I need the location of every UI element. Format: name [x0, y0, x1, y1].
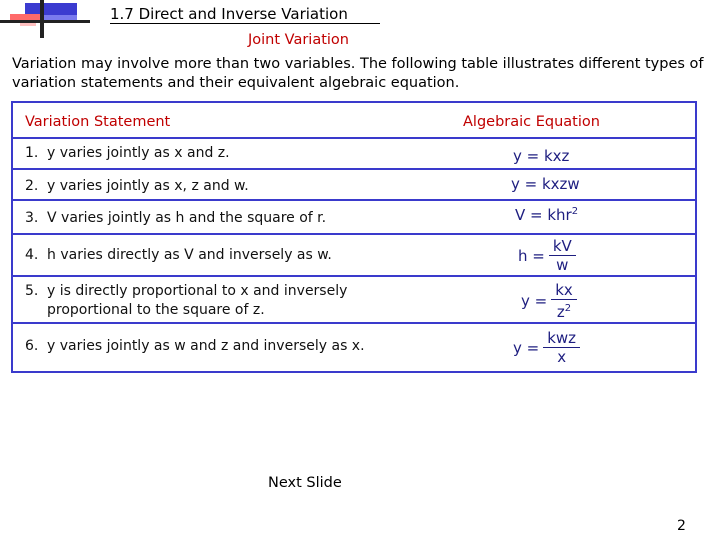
row-statement: y varies jointly as x, z and w. [47, 178, 249, 194]
row-equation: V = khr$^2$ [515, 206, 579, 224]
row-statement: y varies jointly as w and z and inversely as x. [47, 338, 365, 354]
header-algebraic-equation: Algebraic Equation [463, 114, 600, 130]
row-number: 2. [25, 178, 39, 194]
next-slide-link[interactable]: Next Slide [268, 475, 342, 491]
row-statement: h varies directly as V and inversely as w. [47, 247, 332, 263]
row-equation: y = kxz [513, 147, 570, 165]
row-number: 6. [25, 338, 39, 354]
row-number: 4. [25, 247, 39, 263]
intro-paragraph: Variation may involve more than two variables. The following table illustrates different types of variation statements and their equivalent algebraic equation. [12, 56, 704, 91]
row-statement: y is directly proportional to x and inversely [47, 283, 348, 299]
table-row [13, 170, 695, 201]
slide-logo-icon [0, 0, 110, 40]
row-statement-continued: proportional to the square of z. [47, 302, 265, 318]
page-number: 2 [677, 518, 686, 534]
table-row [13, 235, 695, 277]
table-row [13, 139, 695, 170]
row-statement: y varies jointly as x and z. [47, 145, 230, 161]
row-equation: y = $\frac{\text{kwz}}{x}$ [513, 329, 580, 366]
row-statement: V varies jointly as h and the square of r. [47, 210, 327, 226]
table-row [13, 277, 695, 324]
row-equation: y = $\frac{kx}{z^2}$ [521, 281, 577, 321]
table-row [13, 201, 695, 235]
table-header-row [13, 103, 695, 139]
table-row [13, 324, 695, 371]
variation-table [11, 101, 697, 373]
header-variation-statement: Variation Statement [25, 114, 171, 130]
row-equation: y = kxzw [511, 175, 580, 193]
row-equation: h = $\frac{kV}{w}$ [518, 237, 576, 274]
row-number: 1. [25, 145, 39, 161]
title-underline [110, 23, 380, 24]
row-number: 3. [25, 210, 39, 226]
slide-section-title: 1.7 Direct and Inverse Variation [110, 5, 348, 23]
row-number: 5. [25, 283, 39, 299]
slide-subtitle: Joint Variation [248, 32, 349, 48]
